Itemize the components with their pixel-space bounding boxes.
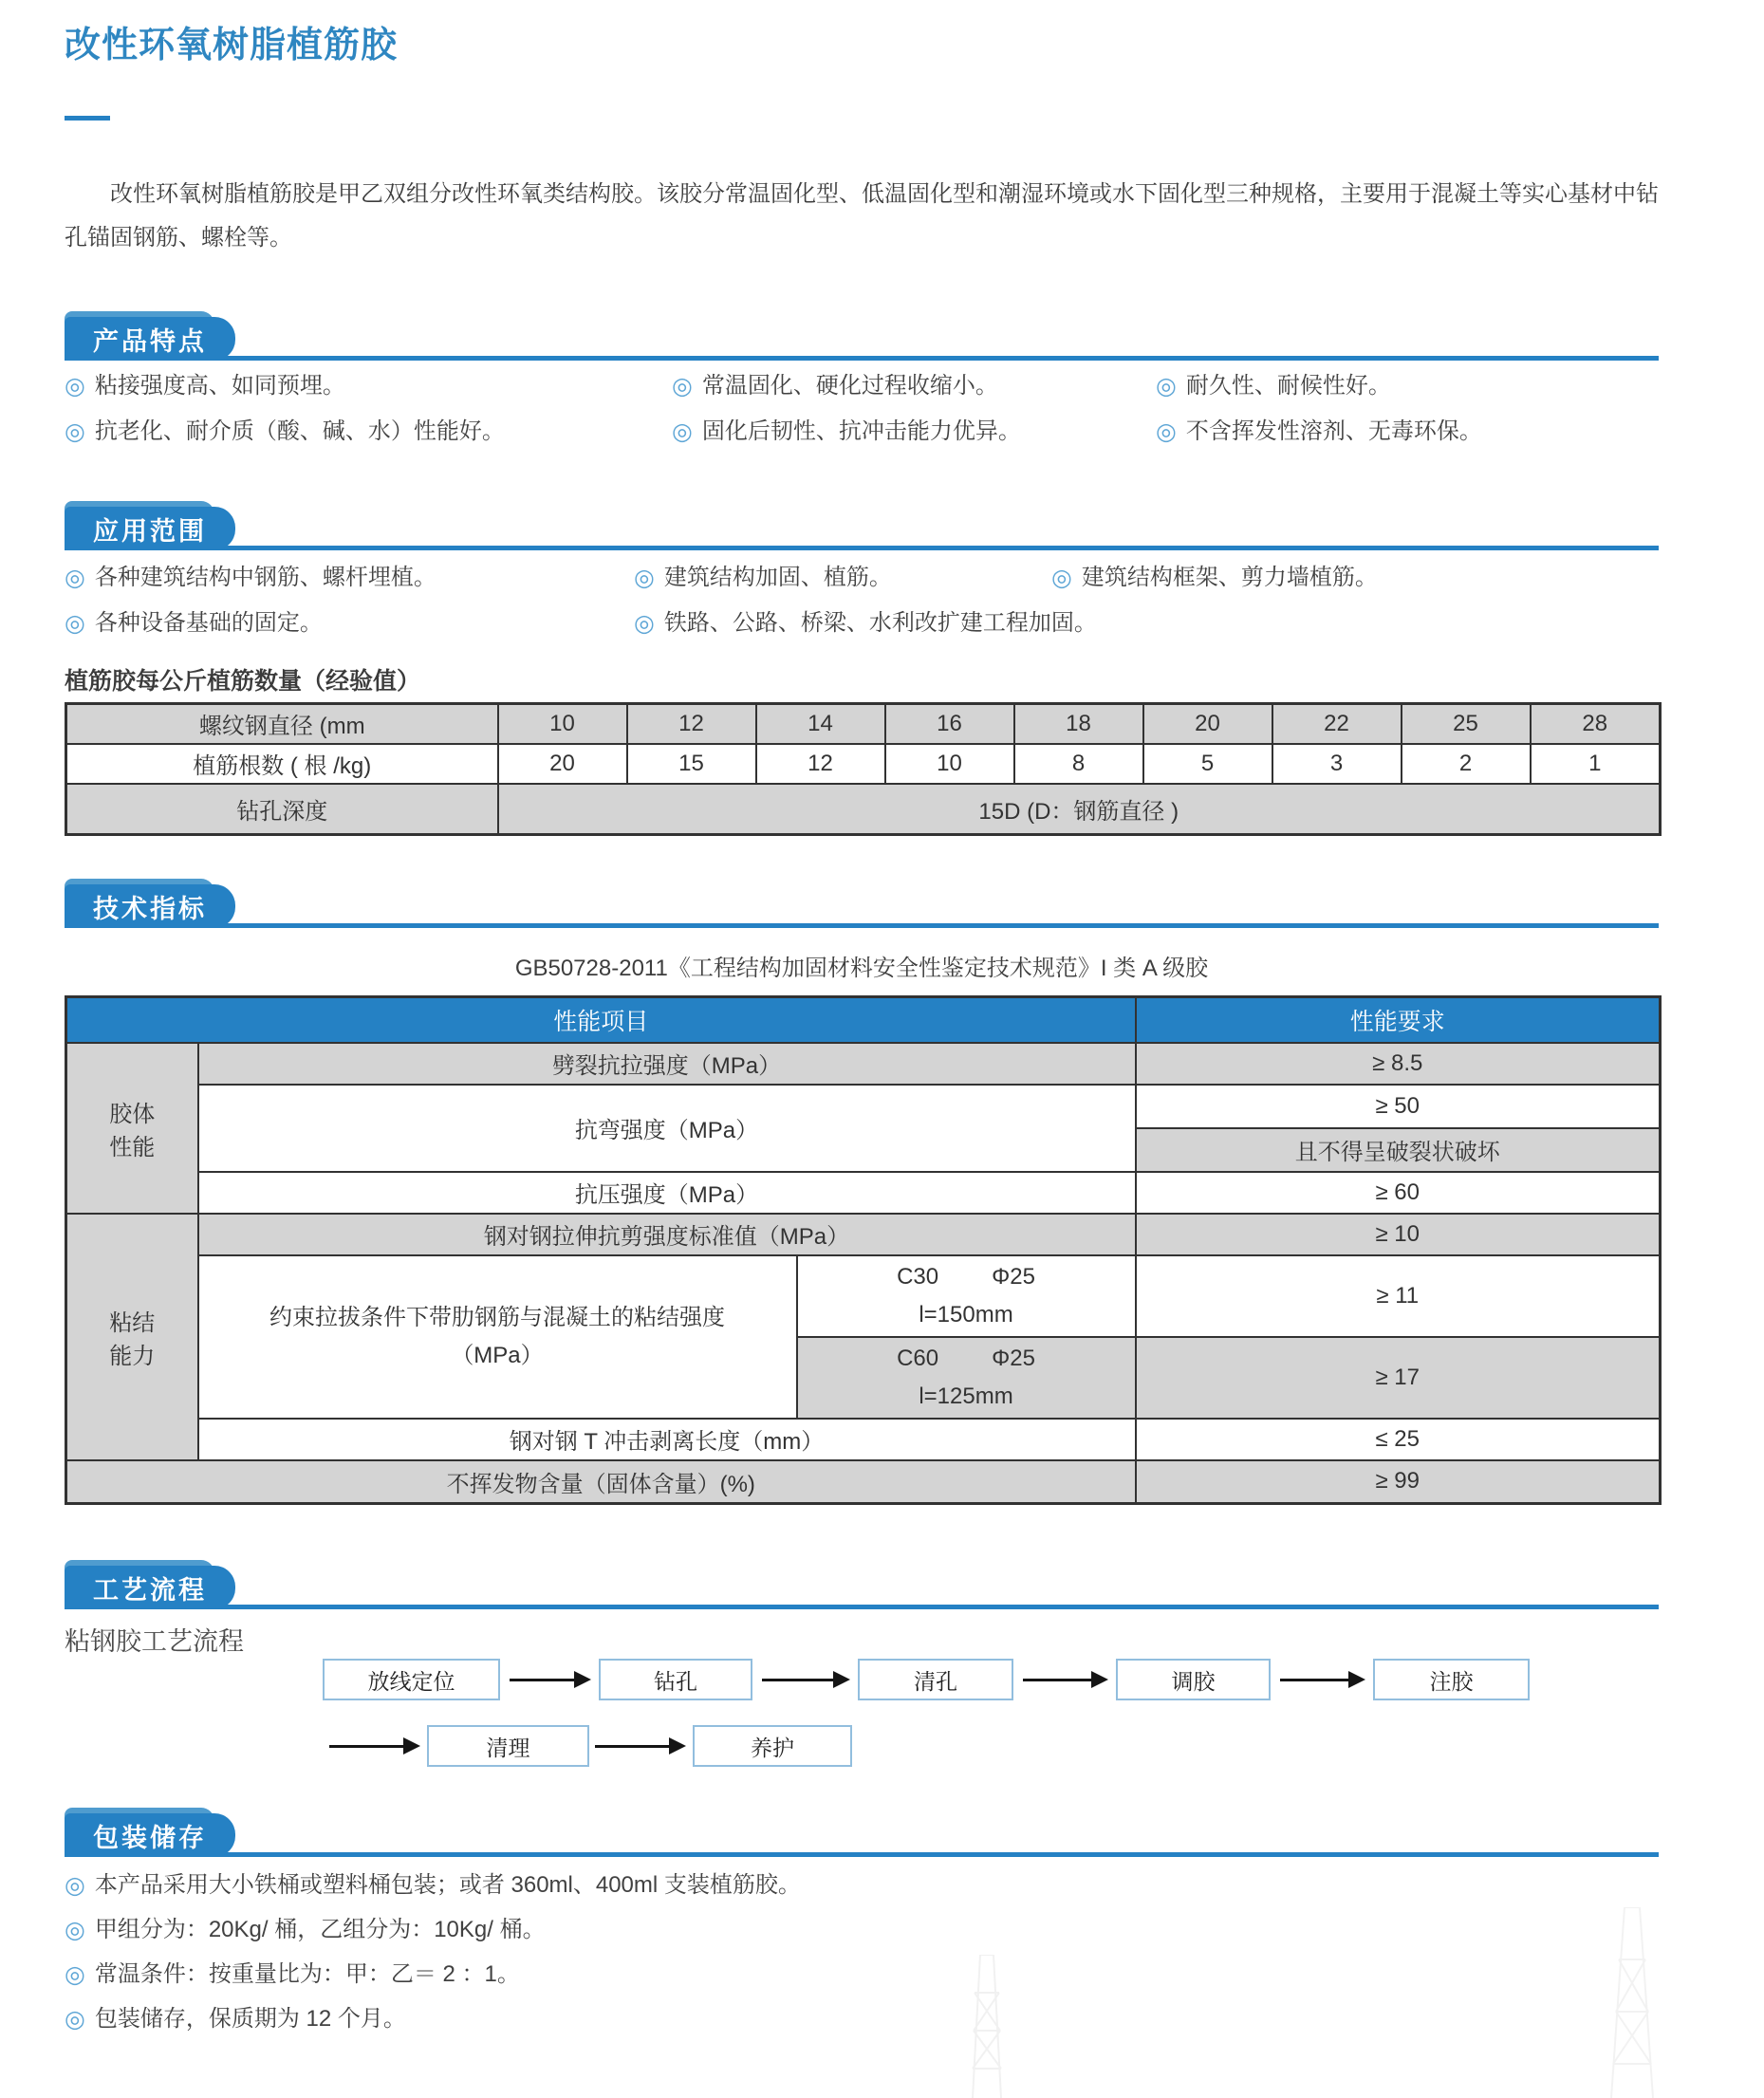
table-row [66,1460,1661,1504]
list-item [65,1914,1659,1946]
section-rule [65,1605,1659,1609]
bullet-icon: ◎ [65,418,85,445]
table-row [66,1172,1661,1214]
row-label: 钻孔深度 [66,784,498,835]
table-cell: 8 [1014,744,1143,784]
property-label: 抗压强度（MPa） [198,1172,1136,1214]
application-text: 各种建筑结构中钢筋、螺杆埋植。 [94,565,436,590]
property-label: 不挥发物含量（固体含量）(%) [66,1460,1136,1504]
bullet-icon: ◎ [1156,418,1177,445]
flow-step: 清理 [427,1725,589,1767]
rebar-table [65,702,1659,836]
section-header-tech [65,879,1659,928]
packaging-list [65,1869,1659,2048]
bullet-icon: ◎ [65,610,85,637]
requirement-value: ≥ 17 [1136,1337,1661,1419]
flow-step: 钻孔 [599,1659,752,1700]
requirement-value: ≤ 25 [1136,1419,1661,1460]
group-label-text: 性能 [109,1134,156,1160]
process-flowchart [65,1659,1659,1773]
feature-text: 耐久性、耐候性好。 [1185,373,1391,399]
section-banner-applications [65,507,235,550]
bullet-icon: ◎ [1051,565,1072,591]
flow-step: 放线定位 [323,1659,500,1700]
requirement-value: ≥ 60 [1136,1172,1661,1214]
list-item [634,607,1097,640]
applications-row-2 [65,607,1659,640]
property-label [198,1255,797,1419]
row-label: 植筋根数 ( 根 /kg) [66,744,498,784]
flow-step: 养护 [693,1725,852,1767]
group-label-text: 粘结 [109,1309,156,1336]
table-row [66,704,1661,744]
table-cell: 14 [756,704,885,744]
bullet-icon: ◎ [634,565,655,591]
table-cell: 10 [885,744,1014,784]
bullet-icon: ◎ [634,610,655,637]
requirement-value: ≥ 11 [1136,1255,1661,1337]
table-header-row [66,997,1661,1043]
list-item [634,562,1051,594]
table-cell: 15 [627,744,756,784]
section-banner-tech [65,884,235,928]
packaging-text: 常温条件：按重量比为：甲：乙＝ 2 ：1。 [94,1961,520,1987]
list-item [65,1959,1659,1991]
table-cell: 18 [1014,704,1143,744]
table-row [66,1214,1661,1255]
flow-arrow-icon [1023,1679,1091,1681]
list-item [1051,562,1378,594]
table-cell: 1 [1531,744,1661,784]
property-label: 抗弯强度（MPa） [198,1085,1136,1172]
table-cell-merged: 15D (D：钢筋直径 ) [498,784,1661,835]
features-row-2 [65,416,1659,448]
list-item [65,416,672,448]
bullet-icon: ◎ [65,565,85,591]
row-label: 螺纹钢直径 (mm [66,704,498,744]
section-header-features [65,311,1659,361]
table-row [66,784,1661,835]
applications-row-1 [65,562,1659,594]
table-cell: 5 [1143,744,1272,784]
application-text: 建筑结构框架、剪力墙植筋。 [1081,565,1378,590]
list-item [65,370,672,402]
flow-arrow-icon [595,1745,669,1748]
property-label: 钢对钢拉伸抗剪强度标准值（MPa） [198,1214,1136,1255]
flow-step: 注胶 [1373,1659,1530,1700]
concrete-grade: C30 [897,1263,939,1290]
flow-step: 清孔 [858,1659,1013,1700]
table-row [66,1043,1661,1085]
list-item [1156,416,1482,448]
bullet-icon: ◎ [65,1872,85,1899]
table-cell: 22 [1272,704,1402,744]
property-label: 钢对钢 T 冲击剥离长度（mm） [198,1419,1136,1460]
bullet-icon: ◎ [65,373,85,399]
application-text: 铁路、公路、桥梁、水利改扩建工程加固。 [663,610,1097,636]
feature-text: 抗老化、耐介质（酸、碱、水）性能好。 [94,418,505,444]
table-cell: 16 [885,704,1014,744]
list-item [65,607,634,640]
bullet-icon: ◎ [672,418,693,445]
table-row [66,1085,1661,1128]
group-label-glue [66,1043,198,1214]
flow-arrow-icon [510,1679,574,1681]
requirement-value: ≥ 8.5 [1136,1043,1661,1085]
property-label-line: 约束拉拔条件下带肋钢筋与混凝土的粘结强度 [269,1304,725,1330]
flow-step: 调胶 [1116,1659,1271,1700]
table-cell: 10 [498,704,627,744]
section-banner-features [65,317,235,361]
applications-list [65,562,1659,653]
column-header-requirement: 性能要求 [1136,997,1661,1043]
anchor-length: l=150mm [919,1301,1013,1327]
section-rule [65,923,1659,928]
application-text: 建筑结构加固、植筋。 [663,565,892,590]
section-rule [65,356,1659,361]
packaging-text: 甲组分为：20Kg/ 桶，乙组分为：10Kg/ 桶。 [94,1917,546,1942]
property-label: 劈裂抗拉强度（MPa） [198,1043,1136,1085]
bullet-icon: ◎ [1156,373,1177,399]
list-item [672,370,1156,402]
list-item [1156,370,1391,402]
test-condition-c60 [797,1337,1136,1419]
flow-arrow-icon [329,1745,403,1748]
intro-paragraph: 改性环氧树脂植筋胶是甲乙双组分改性环氧类结构胶。该胶分常温固化型、低温固化型和潮湿环境或水下固化型三种规格，主要用于混凝土等实心基材中钻孔锚固钢筋、螺栓等。 [65,181,1659,251]
table-cell: 12 [756,744,885,784]
tech-table [65,995,1659,1505]
section-rule [65,546,1659,550]
section-rule [65,1852,1659,1857]
section-header-packaging [65,1808,1659,1857]
list-item [65,562,634,594]
section-header-applications [65,501,1659,550]
flow-subtitle: 粘钢胶工艺流程 [65,1627,244,1656]
bullet-icon: ◎ [65,1961,85,1988]
test-condition-c30 [797,1255,1136,1337]
section-banner-process [65,1566,235,1609]
list-item [672,416,1156,448]
table-row [66,744,1661,784]
column-header-item: 性能项目 [66,997,1136,1043]
group-label-text: 胶体 [109,1101,156,1127]
group-label-bond [66,1214,198,1460]
requirement-value: ≥ 10 [1136,1214,1661,1255]
features-row-1 [65,370,1659,402]
section-title-features: 产品特点 [93,326,207,356]
page-title: 改性环氧树脂植筋胶 [65,26,399,65]
list-item [65,2003,1659,2035]
packaging-text: 包装储存，保质期为 12 个月。 [94,2006,406,2032]
table-cell: 20 [1143,704,1272,744]
anchor-length: l=125mm [919,1383,1013,1409]
property-label-line: （MPa） [451,1342,544,1368]
requirement-value: ≥ 99 [1136,1460,1661,1504]
table-cell: 28 [1531,704,1661,744]
bar-diameter: Φ25 [992,1263,1035,1290]
bar-diameter: Φ25 [992,1345,1035,1371]
table-row [66,1255,1661,1337]
table-cell: 2 [1402,744,1531,784]
features-list [65,370,1659,461]
bullet-icon: ◎ [65,1917,85,1943]
requirement-note: 且不得呈破裂状破坏 [1136,1128,1661,1172]
rebar-count-table [65,702,1662,836]
section-banner-packaging [65,1813,235,1857]
concrete-grade: C60 [897,1345,939,1371]
rebar-table-title: 植筋胶每公斤植筋数量（经验值） [65,668,421,695]
section-title-tech: 技术指标 [93,894,207,923]
section-header-process [65,1560,1659,1609]
section-title-packaging: 包装储存 [93,1823,207,1852]
table-cell: 25 [1402,704,1531,744]
flow-arrow-icon [1280,1679,1348,1681]
title-underline [65,116,110,121]
packaging-text: 本产品采用大小铁桶或塑料桶包装；或者 360ml、400ml 支装植筋胶。 [94,1872,801,1898]
group-label-text: 能力 [109,1343,156,1369]
flow-arrow-icon [762,1679,833,1681]
tech-indicator-table [65,995,1662,1505]
standard-reference: GB50728-2011《工程结构加固材料安全性鉴定技术规范》I 类 A 级胶 [514,956,1209,981]
list-item [65,1869,1659,1902]
requirement-value: ≥ 50 [1136,1085,1661,1128]
table-cell: 3 [1272,744,1402,784]
table-cell: 12 [627,704,756,744]
bullet-icon: ◎ [672,373,693,399]
table-row [66,1419,1661,1460]
feature-text: 固化后韧性、抗冲击能力优异。 [701,418,1021,444]
section-title-process: 工艺流程 [93,1575,207,1605]
application-text: 各种设备基础的固定。 [94,610,323,636]
feature-text: 常温固化、硬化过程收缩小。 [701,373,998,399]
bullet-icon: ◎ [65,2006,85,2033]
section-title-applications: 应用范围 [93,516,207,546]
feature-text: 不含挥发性溶剂、无毒环保。 [1185,418,1482,444]
table-cell: 20 [498,744,627,784]
feature-text: 粘接强度高、如同预埋。 [94,373,345,399]
